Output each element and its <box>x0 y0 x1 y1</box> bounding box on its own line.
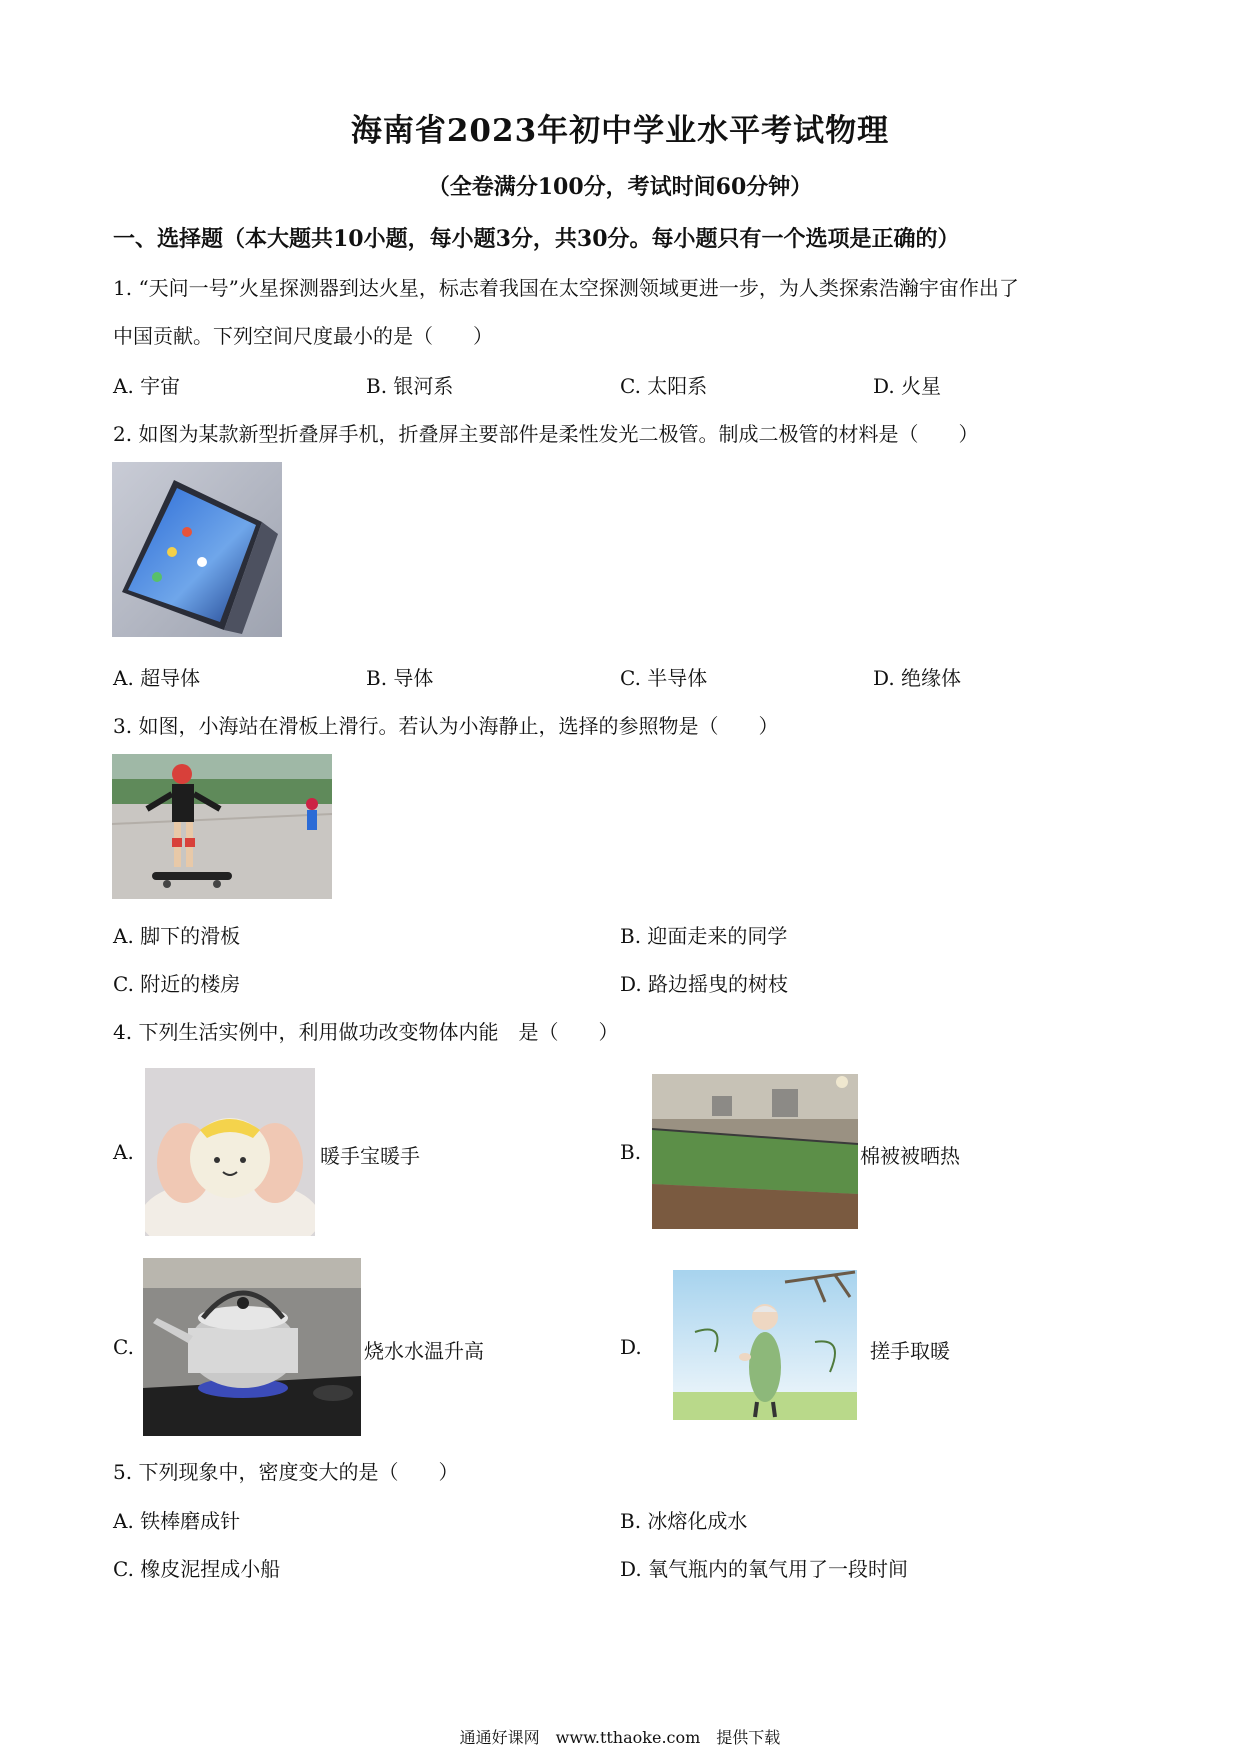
q2-option-c[interactable]: C. 半导体 <box>620 666 708 690</box>
kettle-stove-image <box>143 1258 361 1436</box>
q4-option-d-caption[interactable]: 搓手取暖 <box>870 1339 950 1363</box>
skateboard-illustration <box>112 754 332 899</box>
q4-option-b-caption[interactable]: 棉被被晒热 <box>860 1144 960 1168</box>
rubbing-hands-illustration <box>665 1262 865 1432</box>
folding-phone-image <box>112 462 282 637</box>
q3-option-d[interactable]: D. 路边摇曳的树枝 <box>620 972 789 996</box>
quilt-drying-illustration <box>652 1074 858 1229</box>
q4-option-a-caption[interactable]: 暖手宝暖手 <box>320 1144 420 1168</box>
q4-option-c-caption[interactable]: 烧水水温升高 <box>364 1339 484 1363</box>
q5-option-d[interactable]: D. 氧气瓶内的氧气用了一段时间 <box>620 1557 909 1581</box>
q4-option-a-letter[interactable]: A. <box>113 1140 134 1164</box>
q1-option-b[interactable]: B. 银河系 <box>366 374 454 398</box>
kettle-stove-illustration <box>143 1258 361 1436</box>
q2-option-b[interactable]: B. 导体 <box>366 666 434 690</box>
quilt-drying-image <box>652 1074 858 1229</box>
question-1-line-1: 1. “天问一号”火星探测器到达火星，标志着我国在太空探测领域更进一步，为人类探索浩瀚宇宙作出了 <box>113 276 1019 300</box>
q2-option-a[interactable]: A. 超导体 <box>113 666 201 690</box>
q5-option-b[interactable]: B. 冰熔化成水 <box>620 1509 748 1533</box>
q4-option-b-letter[interactable]: B. <box>620 1140 642 1164</box>
q3-option-b[interactable]: B. 迎面走来的同学 <box>620 924 788 948</box>
question-2: 2. 如图为某款新型折叠屏手机，折叠屏主要部件是柔性发光二极管。制成二极管的材料是（ ） <box>113 422 979 446</box>
q5-option-c[interactable]: C. 橡皮泥捏成小船 <box>113 1557 281 1581</box>
q3-option-c[interactable]: C. 附近的楼房 <box>113 972 241 996</box>
skateboard-photo <box>112 754 332 899</box>
page-footer: 通通好课网 www.tthaoke.com 提供下载 <box>459 1728 781 1747</box>
hand-warmer-illustration <box>145 1068 315 1236</box>
q2-option-d[interactable]: D. 绝缘体 <box>873 666 962 690</box>
q4-option-d-letter[interactable]: D. <box>620 1335 642 1359</box>
page-subtitle: （全卷满分100分，考试时间60分钟） <box>427 174 813 200</box>
question-4: 4. 下列生活实例中，利用做功改变物体内能 是（ ） <box>113 1020 619 1044</box>
q5-option-a[interactable]: A. 铁棒磨成针 <box>113 1509 241 1533</box>
q4-option-c-letter[interactable]: C. <box>113 1335 134 1359</box>
page-title: 海南省2023年初中学业水平考试物理 <box>350 113 890 149</box>
question-5: 5. 下列现象中，密度变大的是（ ） <box>113 1460 459 1484</box>
question-3: 3. 如图，小海站在滑板上滑行。若认为小海静止，选择的参照物是（ ） <box>113 714 779 738</box>
question-1-line-2: 中国贡献。下列空间尺度最小的是（ ） <box>113 324 493 348</box>
q1-option-c[interactable]: C. 太阳系 <box>620 374 708 398</box>
q3-option-a[interactable]: A. 脚下的滑板 <box>113 924 241 948</box>
hand-warmer-image <box>145 1068 315 1236</box>
folding-phone-illustration <box>112 462 282 637</box>
rubbing-hands-image <box>665 1262 865 1432</box>
q1-option-a[interactable]: A. 宇宙 <box>113 374 181 398</box>
q1-option-d[interactable]: D. 火星 <box>873 374 942 398</box>
section-heading: 一、选择题（本大题共10小题，每小题3分，共30分。每小题只有一个选项是正确的） <box>113 226 960 252</box>
